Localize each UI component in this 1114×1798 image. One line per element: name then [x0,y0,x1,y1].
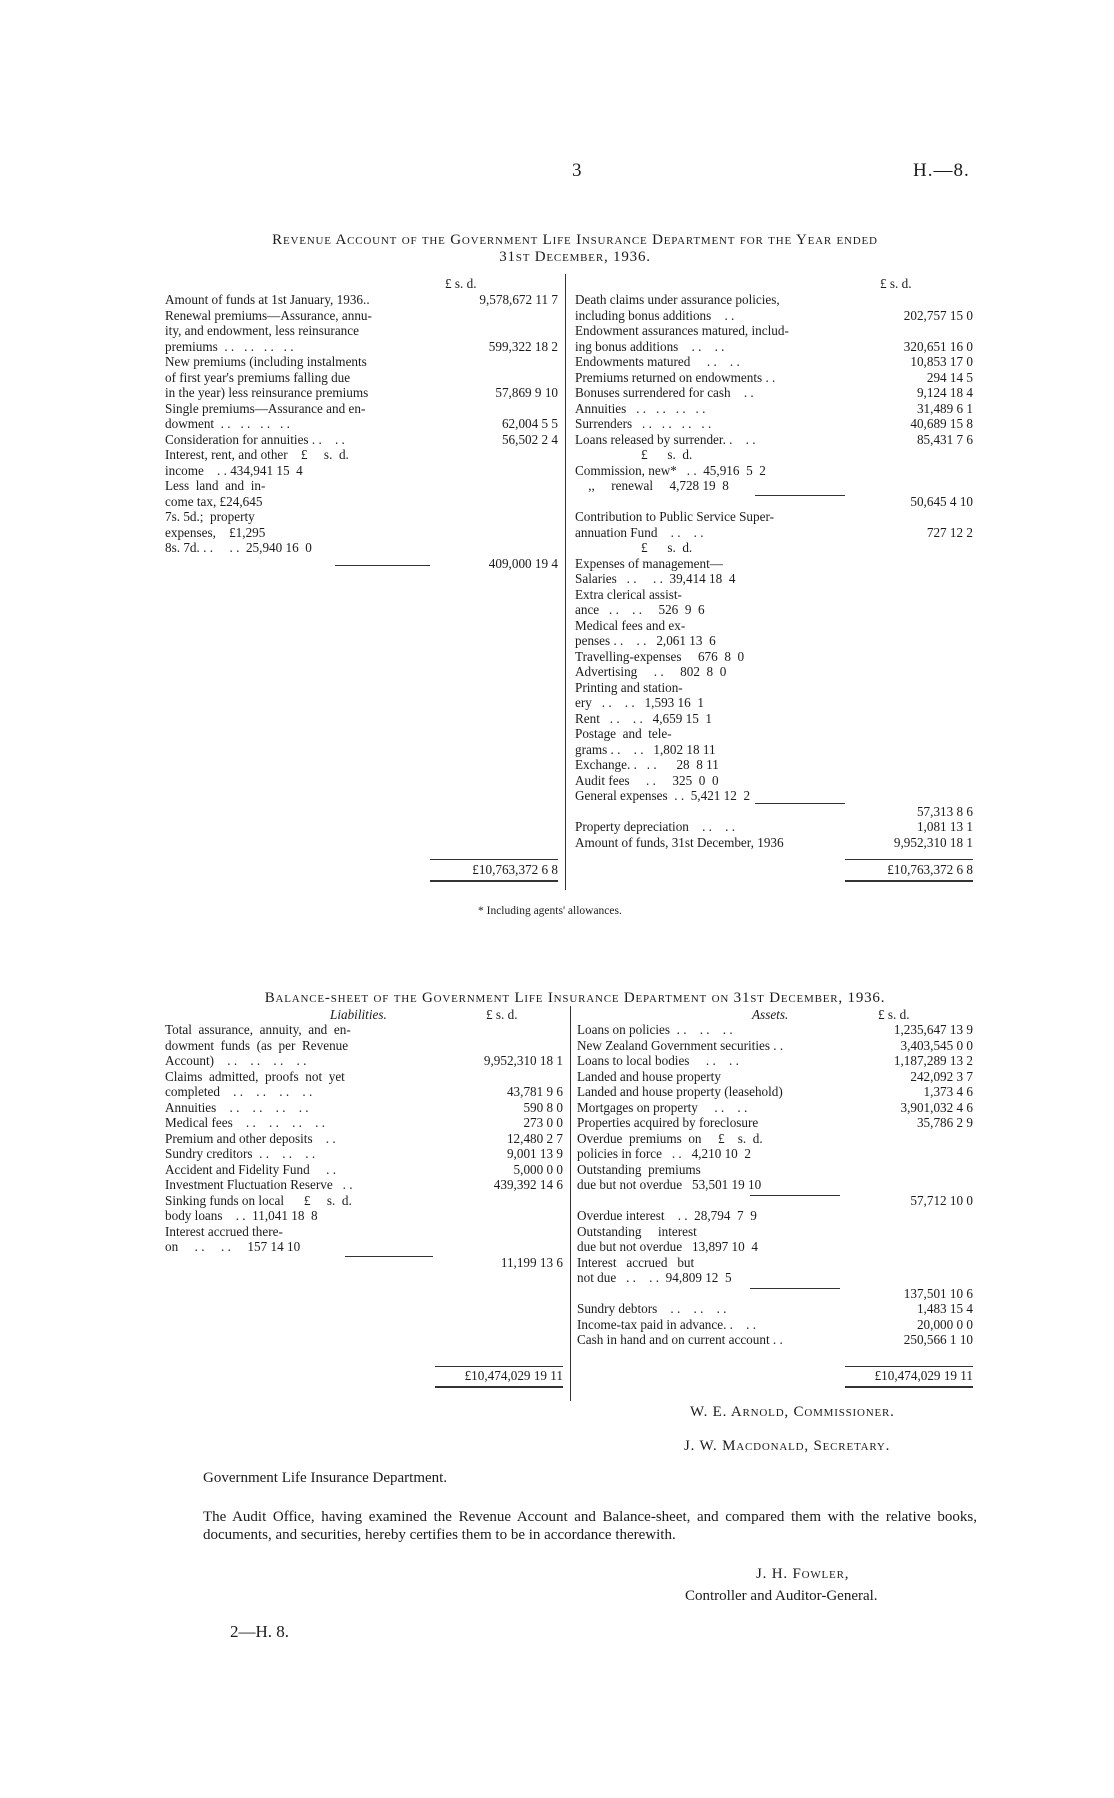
asset-line: Interest accrued but [577,1254,695,1270]
revenue-payment-line: Medical fees and ex- [575,617,686,633]
revenue-payment-line: Amount of funds, 31st December, 1936 [575,834,784,850]
revenue-payment-amount: 9,124 18 4 [916,385,973,400]
asset-line: Overdue premiums on £ s. d. [577,1130,763,1146]
asset-line: New Zealand Government securities . . [577,1037,784,1053]
liability-line: Sinking funds on local £ s. d. [165,1192,352,1208]
revenue-expenses-subtotal-rule [755,803,845,804]
revenue-payment-line: Annuities . . . . . . . . [575,400,706,416]
asset-line: due but not overdue 13,897 10 4 [577,1239,758,1254]
asset-amount: 1,483 15 4 [916,1301,973,1316]
revenue-receipt-amount: 62,004 5 5 [501,416,558,431]
revenue-payment-amount: 320,651 16 0 [903,338,973,354]
balance-interest-subtotal-rule [750,1288,840,1289]
revenue-column-divider [565,274,566,890]
liability-line: Total assurance, annuity, and en- [165,1022,351,1037]
asset-line: Outstanding premiums [577,1161,701,1177]
revenue-payment-amount: 85,431 7 6 [916,431,973,447]
secretary-signature: J. W. Macdonald, Secretary. [684,1438,891,1454]
liability-line: Investment Fluctuation Reserve . . [165,1177,353,1192]
revenue-receipt-amount: 599,322 18 2 [488,338,558,354]
revenue-interest-subtotal-rule [335,565,430,566]
revenue-payment-line: including bonus additions . . [575,307,735,323]
assets-heading: Assets. [752,1007,789,1022]
revenue-receipt-line: Amount of funds at 1st January, 1936.. [165,292,370,307]
balance-sheet-title: Balance-sheet of the Government Life Insurance Department on 31st December, 1936. [264,990,886,1006]
asset-amount: 3,901,032 4 6 [900,1099,973,1115]
revenue-payment-line: Death claims under assurance policies, [575,292,780,307]
liability-amount: 439,392 14 6 [493,1177,563,1192]
liability-line: Annuities . . . . . . . . [165,1099,309,1115]
revenue-payment-line: Loans released by surrender. . . . [575,431,756,447]
revenue-receipt-line: of first year's premiums falling due [165,369,351,385]
revenue-payment-line: £ s. d. [575,540,693,555]
revenue-payment-line: Endowment assurances matured, includ- [575,323,789,338]
revenue-receipt-line: dowment . . . . . . . . [165,416,290,431]
revenue-payment-line: penses . . . . 2,061 13 6 [575,633,716,648]
balance-sinking-subtotal-rule [345,1256,433,1257]
revenue-payment-line: Surrenders . . . . . . . . [575,416,712,431]
revenue-receipt-line: in the year) less reinsurance premiums [165,385,369,400]
revenue-right-double-rule [845,880,973,882]
balance-left-total: £10,474,029 19 11 [464,1368,563,1383]
balance-right-col-head: £ s. d. [878,1007,910,1022]
revenue-footnote: * Including agents' allowances. [478,905,622,917]
revenue-receipt-line: New premiums (including instalments [165,354,367,369]
revenue-left-double-rule [430,880,558,882]
asset-line: Outstanding interest [577,1223,697,1239]
footer-reference: 2—H. 8. [230,1622,290,1641]
revenue-receipt-line: Interest, rent, and other £ s. d. [165,447,349,462]
revenue-payment-amount: 727 12 2 [926,524,973,540]
revenue-payment-line: Advertising . . 802 8 0 [575,664,727,679]
asset-line: not due . . . . 94,809 12 5 [577,1270,732,1285]
asset-line: due but not overdue 53,501 19 10 [577,1177,762,1192]
revenue-payment-line: Extra clerical assist- [575,586,682,602]
balance-premiums-subtotal-rule [750,1195,840,1196]
liability-line: completed . . . . . . . . [165,1084,313,1099]
revenue-receipt-line: Consideration for annuities . . . . [165,431,345,447]
asset-amount: 20,000 0 0 [916,1316,973,1332]
liability-amount: 5,000 0 0 [513,1161,563,1177]
asset-amount: 250,566 1 10 [903,1332,973,1347]
revenue-payment-line: £ s. d. [575,447,693,462]
revenue-payment-line: Bonuses surrendered for cash . . [575,385,754,400]
department-name: Government Life Insurance Department. [203,1470,448,1486]
revenue-payment-amount: 9,952,310 18 1 [893,834,973,850]
revenue-payment-line: Postage and tele- [575,726,672,741]
revenue-payment-amount: 57,313 8 6 [916,803,973,819]
auditor-name: J. H. Fowler, [756,1566,850,1582]
revenue-receipt-line: 8s. 7d. . . . . 25,940 16 0 [165,540,312,555]
revenue-payment-line: Commission, new* . . 45,916 5 2 [575,462,766,478]
liability-line: body loans . . 11,041 18 8 [165,1208,318,1223]
revenue-payment-line: General expenses . . 5,421 12 2 [575,788,751,803]
revenue-payment-amount: 1,081 13 1 [916,819,973,834]
asset-amount: 242,092 3 7 [910,1068,973,1084]
liability-line: Accident and Fidelity Fund . . [165,1161,337,1177]
asset-amount: 1,187,289 13 2 [893,1053,973,1068]
asset-amount: 137,501 10 6 [903,1285,973,1301]
revenue-payment-line: ing bonus additions . . . . [575,338,725,354]
balance-left-double-rule [435,1386,563,1388]
revenue-payment-amount: 40,689 15 8 [910,416,973,431]
revenue-payment-line: ,, renewal 4,728 19 8 [575,478,729,493]
liabilities-heading: Liabilities. [330,1007,387,1022]
revenue-payment-amount: 50,645 4 10 [910,493,973,509]
commissioner-signature: W. E. Arnold, Commissioner. [690,1404,895,1420]
revenue-receipt-line: income . . 434,941 15 4 [165,462,303,478]
asset-amount: 3,403,545 0 0 [900,1037,973,1053]
revenue-title-line-1: Revenue Account of the Government Life Insurance Department for the Year ended [272,232,878,248]
revenue-payment-line: Endowments matured . . . . [575,354,740,369]
revenue-left-total: £10,763,372 6 8 [472,862,558,877]
revenue-payment-line: Audit fees . . 325 0 0 [575,772,719,788]
asset-line: Loans on policies . . . . . . [577,1022,733,1037]
revenue-payment-line: Property depreciation . . . . [575,819,736,834]
liability-line: Premium and other deposits . . [165,1130,336,1146]
asset-amount: 57,712 10 0 [910,1192,973,1208]
asset-line: Loans to local bodies . . . . [577,1053,739,1068]
liability-amount: 11,199 13 6 [500,1254,563,1270]
revenue-title-line-2: 31st December, 1936. [499,249,651,265]
liability-line: dowment funds (as per Revenue [165,1037,349,1053]
revenue-receipt-line: Single premiums—Assurance and en- [165,400,366,416]
revenue-receipt-amount: 409,000 19 4 [488,555,558,571]
asset-line: Properties acquired by foreclosure [577,1115,759,1130]
revenue-left-total-rule [430,859,558,860]
liability-line: Medical fees . . . . . . . . [165,1115,326,1130]
liability-line: Sundry creditors . . . . . . [165,1146,316,1161]
revenue-receipt-line: Renewal premiums—Assurance, annu- [165,307,372,323]
page-number: 3 [572,160,582,181]
revenue-payment-amount: 10,853 17 0 [910,354,973,369]
asset-line: Cash in hand and on current account . . [577,1332,783,1347]
revenue-payment-line: Rent . . . . 4,659 15 1 [575,710,713,726]
asset-amount: 35,786 2 9 [916,1115,973,1130]
revenue-commission-subtotal-rule [755,495,845,496]
liability-amount: 590 8 0 [523,1099,563,1115]
revenue-receipt-line: 7s. 5d.; property [165,509,255,524]
revenue-right-total-rule [845,859,973,860]
balance-right-total-rule [845,1366,973,1367]
revenue-right-col-head: £ s. d. [880,276,912,291]
revenue-receipt-amount: 9,578,672 11 7 [479,292,558,307]
revenue-account-title [170,232,980,266]
asset-line: policies in force . . 4,210 10 2 [577,1146,751,1161]
balance-left-col-head: £ s. d. [486,1007,518,1022]
liability-line: Account) . . . . . . . . [165,1053,307,1068]
revenue-receipt-amount: 56,502 2 4 [501,431,558,447]
revenue-left-col-head: £ s. d. [445,276,477,291]
balance-column-divider [570,1006,571,1401]
liability-amount: 273 0 0 [523,1115,563,1130]
asset-line: Landed and house property (leasehold) [577,1084,783,1099]
liability-line: Claims admitted, proofs not yet [165,1068,345,1084]
revenue-receipt-line: ity, and endowment, less reinsurance [165,323,359,338]
revenue-receipt-line: premiums . . . . . . . . [165,338,294,354]
liability-amount: 9,952,310 18 1 [483,1053,563,1068]
revenue-payment-line: ance . . . . 526 9 6 [575,602,705,617]
liability-line: on . . . . 157 14 10 [165,1239,301,1254]
liability-line: Interest accrued there- [165,1223,283,1239]
revenue-receipt-line: come tax, £24,645 [165,493,263,509]
revenue-payment-line: Printing and station- [575,679,683,695]
auditor-title: Controller and Auditor-General. [685,1588,878,1604]
revenue-payment-line: annuation Fund . . . . [575,524,704,540]
revenue-payment-line: Travelling-expenses 676 8 0 [575,648,745,664]
asset-line: Sundry debtors . . . . . . [577,1301,727,1316]
balance-right-total: £10,474,029 19 11 [874,1368,973,1383]
revenue-payment-line: Premiums returned on endowments . . [575,369,776,385]
revenue-payment-line: Expenses of management— [575,555,723,571]
revenue-payment-line: Salaries . . . . 39,414 18 4 [575,571,736,586]
revenue-receipt-line: expenses, £1,295 [165,524,266,540]
revenue-payment-amount: 202,757 15 0 [903,307,973,323]
revenue-payment-line: Contribution to Public Service Super- [575,509,774,524]
revenue-right-total: £10,763,372 6 8 [887,862,973,877]
balance-right-double-rule [845,1386,973,1388]
revenue-payment-line: ery . . . . 1,593 16 1 [575,695,704,710]
revenue-payment-amount: 31,489 6 1 [916,400,973,416]
balance-left-total-rule [435,1366,563,1367]
revenue-receipt-amount: 57,869 9 10 [495,385,558,400]
revenue-receipt-line: Less land and in- [165,478,266,493]
asset-amount: 1,373 4 6 [923,1084,973,1099]
liability-amount: 9,001 13 9 [506,1146,563,1161]
document-reference: H.—8. [913,160,970,181]
liability-amount: 12,480 2 7 [506,1130,563,1146]
asset-line: Landed and house property [577,1068,721,1084]
asset-line: Mortgages on property . . . . [577,1099,748,1115]
asset-line: Income-tax paid in advance. . . . [577,1316,757,1332]
asset-line: Overdue interest . . 28,794 7 9 [577,1208,757,1223]
liability-amount: 43,781 9 6 [506,1084,563,1099]
audit-certificate: The Audit Office, having examined the Revenue Account and Balance-sheet, and compared them with the relative books, documents, and securities, hereby certifies them to be in accordance therewith. [203,1509,977,1543]
revenue-payment-amount: 294 14 5 [926,369,973,385]
revenue-payment-line: Exchange. . . . 28 8 11 [575,757,719,772]
revenue-payment-line: grams . . . . 1,802 18 11 [575,741,716,757]
asset-amount: 1,235,647 13 9 [893,1022,973,1037]
